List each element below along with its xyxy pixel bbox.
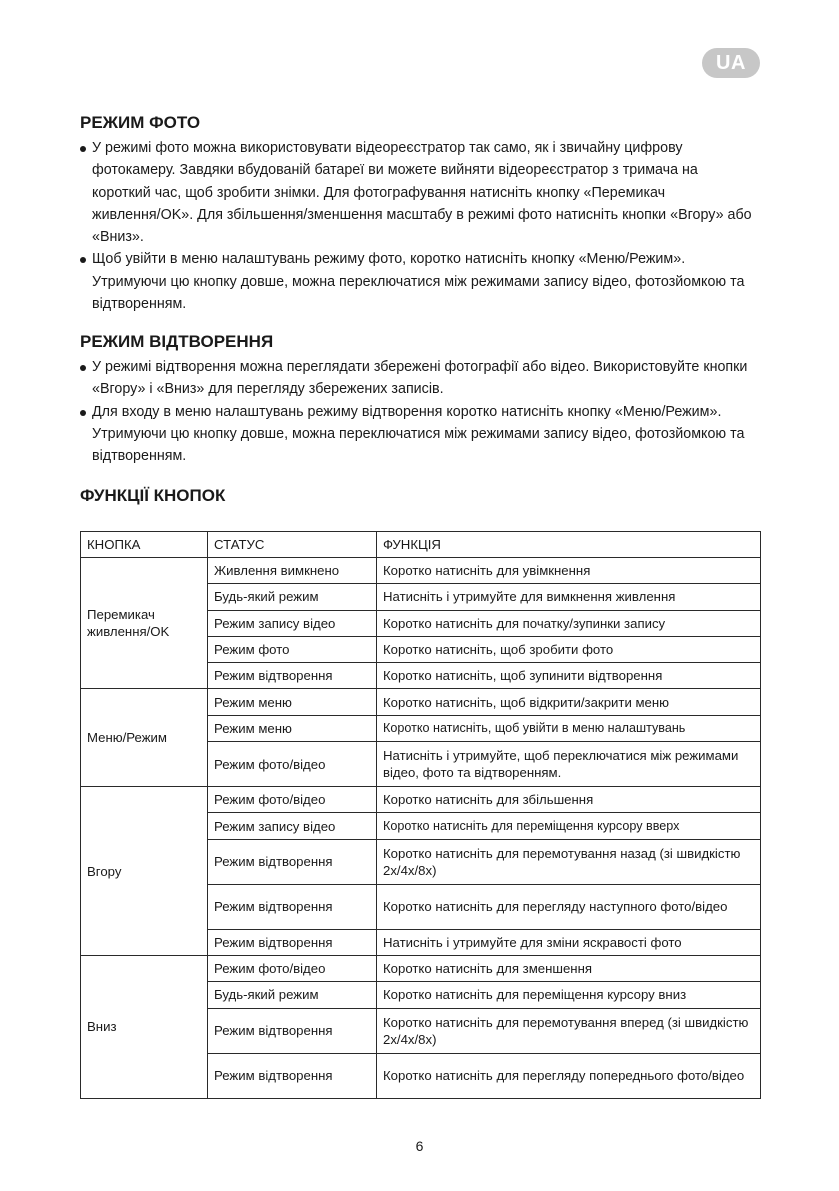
photo-mode-title: РЕЖИМ ФОТО [80,113,201,132]
function-cell: Коротко натисніть для переміщення курсору вниз [377,982,761,1008]
status-cell: Режим фото/відео [208,742,377,787]
function-cell: Коротко натисніть для перегляду наступного фото/відео [377,884,761,929]
button-functions-title: ФУНКЦІЇ КНОПОК [80,486,226,505]
language-badge: UA [702,48,760,78]
status-cell: Режим фото/відео [208,955,377,981]
function-cell: Натисніть і утримуйте для зміни яскравості фото [377,929,761,955]
list-item-text: У режимі фото можна використовувати відеореєстратор так само, як і звичайну цифрову фотокамеру. Завдяки вбудованій батареї ви можете вийняти відеореєстратор з тримача на короткий час, щоб зробити знімки. Для фотографування натисніть кнопку «Перемикач живлення/OK». Для збільшення/зменшення масштабу в режимі фото натисніть кнопки «Вгору» або «Вниз». [92,140,752,246]
list-item [80,356,760,401]
function-cell: Коротко натисніть, щоб зробити фото [377,636,761,662]
list-item-text: У режимі відтворення можна переглядати збережені фотографії або відео. Використовуйте кнопки «Вгору» і «Вниз» для перегляду збережених записів. [92,359,748,398]
status-cell: Режим відтворення [208,1053,377,1098]
function-cell: Коротко натисніть для перемотування назад (зі швидкістю 2х/4х/8х) [377,839,761,884]
status-cell: Режим запису відео [208,610,377,636]
photo-mode-section [80,112,760,315]
status-cell: Режим запису відео [208,813,377,839]
status-cell: Режим відтворення [208,884,377,929]
status-cell: Будь-який режим [208,982,377,1008]
playback-mode-title: РЕЖИМ ВІДТВОРЕННЯ [80,332,274,351]
list-item-text: Для входу в меню налаштувань режиму відтворення коротко натисніть кнопку «Меню/Режим». Утримуючи цю кнопку довше, можна переключатися між режимами запису відео, фотозйомкою та відтворенням. [92,403,745,465]
list-item-text: Щоб увійти в меню налаштувань режиму фото, коротко натисніть кнопку «Меню/Режим». Утримуючи цю кнопку довше, можна переключатися між режимами запису відео, фотозйомкою та відтворенням. [92,251,745,313]
function-cell: Коротко натисніть для перегляду попереднього фото/відео [377,1053,761,1098]
list-item [80,137,760,248]
list-item [80,248,760,315]
status-cell: Режим фото [208,636,377,662]
function-cell: Натисніть і утримуйте для вимкнення живлення [377,584,761,610]
function-cell: Коротко натисніть, щоб увійти в меню налаштувань [377,715,761,741]
table-row [81,955,761,981]
playback-mode-section [80,331,760,467]
bullet-icon [80,410,86,416]
page-number: 6 [415,1138,424,1154]
function-cell: Натисніть і утримуйте, щоб переключатися між режимами відео, фото та відтворенням. [377,742,761,787]
function-cell: Коротко натисніть для початку/зупинки запису [377,610,761,636]
function-cell: Коротко натисніть для зменшення [377,955,761,981]
status-cell: Режим меню [208,715,377,741]
function-cell: Коротко натисніть, щоб зупинити відтворення [377,663,761,689]
status-cell: Режим відтворення [208,663,377,689]
list-item [80,401,760,468]
table-row [81,558,761,584]
table-row [81,689,761,715]
bullet-icon [80,365,86,371]
bullet-icon [80,257,86,263]
photo-mode-list [80,137,760,315]
status-cell: Режим відтворення [208,1008,377,1053]
status-cell: Режим фото/відео [208,787,377,813]
function-cell: Коротко натисніть для перемотування вперед (зі швидкістю 2х/4х/8х) [377,1008,761,1053]
function-cell: Коротко натисніть для переміщення курсору вверх [377,813,761,839]
button-name-cell: Меню/Режим [81,689,208,787]
button-functions-section [80,485,760,510]
status-cell: Режим відтворення [208,839,377,884]
button-name-cell: Вгору [81,787,208,956]
column-header-button: КНОПКА [81,532,208,558]
function-cell: Коротко натисніть для збільшення [377,787,761,813]
table-row [81,787,761,813]
button-name-cell: Перемикач живлення/OK [81,558,208,689]
bullet-icon [80,146,86,152]
column-header-status: СТАТУС [208,532,377,558]
button-functions-table [80,531,761,1099]
status-cell: Живлення вимкнено [208,558,377,584]
button-name-cell: Вниз [81,955,208,1098]
table-header-row [81,532,761,558]
status-cell: Будь-який режим [208,584,377,610]
status-cell: Режим меню [208,689,377,715]
status-cell: Режим відтворення [208,929,377,955]
playback-mode-list [80,356,760,467]
column-header-function: ФУНКЦІЯ [377,532,761,558]
function-cell: Коротко натисніть, щоб відкрити/закрити меню [377,689,761,715]
function-cell: Коротко натисніть для увімкнення [377,558,761,584]
